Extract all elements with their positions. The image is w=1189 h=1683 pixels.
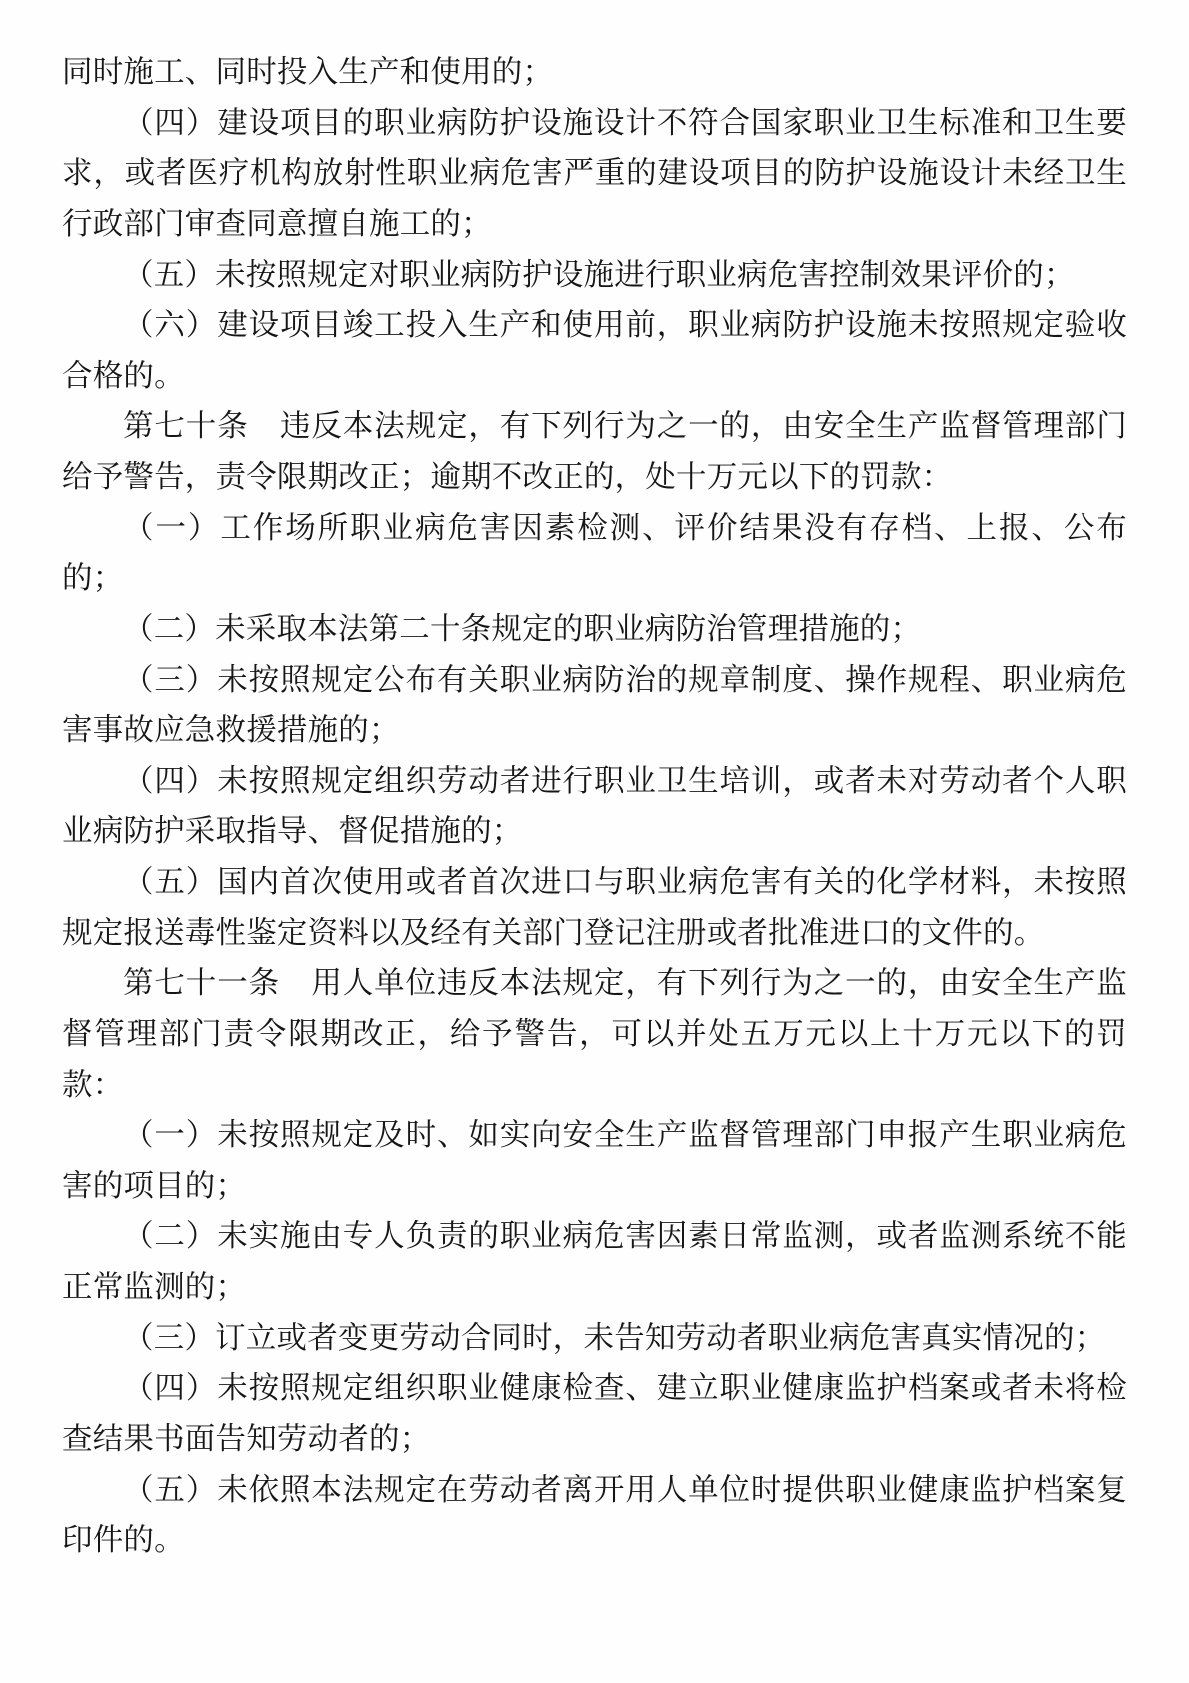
paragraph: （一）工作场所职业病危害因素检测、评价结果没有存档、上报、公布的； — [62, 510, 1127, 597]
paragraph: （六）建设项目竣工投入生产和使用前，职业病防护设施未按照规定验收合格的。 — [62, 308, 1127, 394]
paragraph: （五）国内首次使用或者首次进口与职业病危害有关的化学材料，未按照规定报送毒性鉴定资料以及经有关部门登记注册或者批准进口的文件的。 — [62, 865, 1127, 951]
document-body — [62, 48, 1127, 1567]
paragraph: （五）未按照规定对职业病防护设施进行职业病危害控制效果评价的； — [123, 257, 1075, 293]
paragraph: （二）未实施由专人负责的职业病危害因素日常监测，或者监测系统不能正常监测的； — [62, 1219, 1127, 1305]
paragraph: （四）建设项目的职业病防护设施设计不符合国家职业卫生标准和卫生要求，或者医疗机构放射性职业病危害严重的建设项目的防护设施设计未经卫生行政部门审查同意擅自施工的； — [62, 105, 1127, 242]
paragraph: （二）未采取本法第二十条规定的职业病防治管理措施的； — [123, 611, 922, 647]
paragraph: （三）未按照规定公布有关职业病防治的规章制度、操作规程、职业病危害事故应急救援措施的； — [62, 662, 1127, 749]
paragraph: （三）订立或者变更劳动合同时，未告知劳动者职业病危害真实情况的； — [123, 1320, 1106, 1356]
paragraph-article-71: 第七十一条 用人单位违反本法规定，有下列行为之一的，由安全生产监督管理部门责令限期改正，给予警告，可以并处五万元以上十万元以下的罚款： — [62, 966, 1127, 1103]
paragraph: （四）未按照规定组织劳动者进行职业卫生培训，或者未对劳动者个人职业病防护采取指导、督促措施的； — [62, 763, 1127, 850]
paragraph: （一）未按照规定及时、如实向安全生产监督管理部门申报产生职业病危害的项目的； — [62, 1118, 1127, 1204]
paragraph: （五）未依照本法规定在劳动者离开用人单位时提供职业健康监护档案复印件的。 — [62, 1472, 1127, 1559]
paragraph-article-70: 第七十条 违反本法规定，有下列行为之一的，由安全生产监督管理部门给予警告，责令限期改正；逾期不改正的，处十万元以下的罚款： — [62, 409, 1127, 495]
paragraph: （四）未按照规定组织职业健康检查、建立职业健康监护档案或者未将检查结果书面告知劳动者的； — [62, 1371, 1127, 1457]
paragraph: 同时施工、同时投入生产和使用的； — [62, 55, 554, 90]
